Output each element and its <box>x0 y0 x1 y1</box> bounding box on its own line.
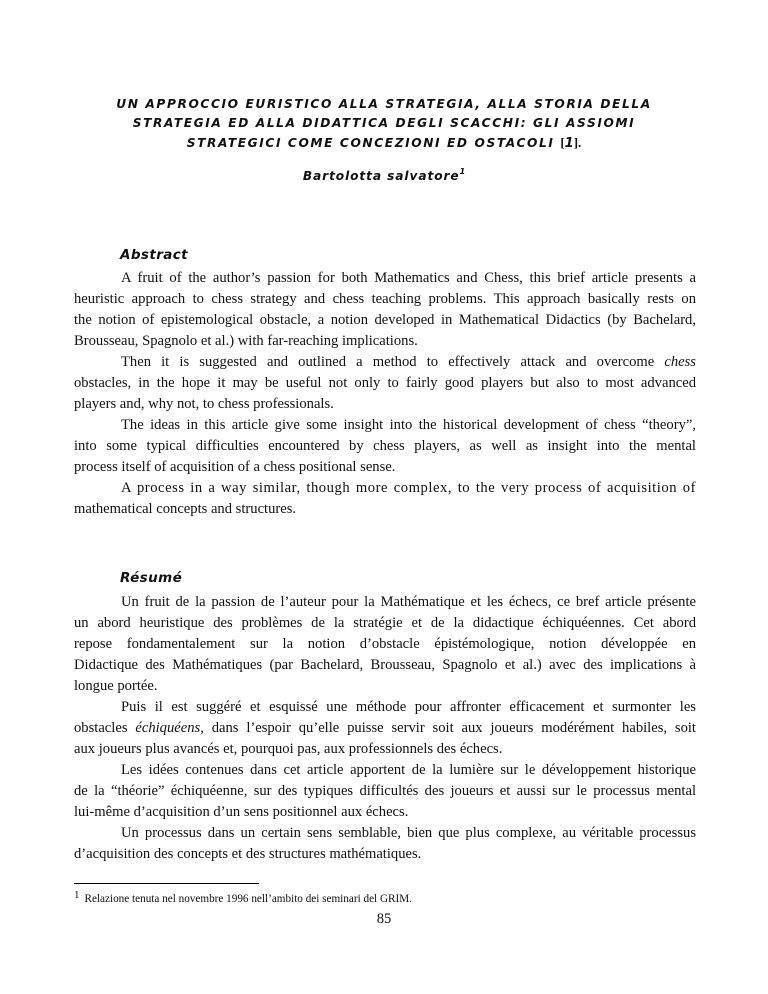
author-footnote-mark: 1 <box>459 167 466 176</box>
resume-p3-line-2: de la “théorie” échiquéenne, sur des typiques difficultés des joueurs et aussi sur le processus mental <box>74 783 696 799</box>
resume-paragraph-2 <box>74 697 696 760</box>
abstract-body <box>74 268 696 520</box>
resume-p1-line-3: repose fondamentalement sur la notion d’obstacle épistémologique, notion développée en <box>74 636 696 652</box>
resume-p1-line-5: longue portée. <box>74 678 158 694</box>
resume-body <box>74 592 696 865</box>
abstract-p4-line-2: mathematical concepts and structures. <box>74 501 297 517</box>
resume-p2-line-2-pre: obstacles <box>74 720 128 736</box>
abstract-p3-line-3: process itself of acquisition of a chess positional sense. <box>74 459 396 475</box>
page-number: 85 <box>376 911 392 927</box>
title-line-3-text: STRATEGICI COME CONCEZIONI ED OSTACOLI <box>186 136 555 150</box>
resume-p1-line-1: Un fruit de la passion de l’auteur pour la Mathématique et les échecs, ce bref article présente <box>121 594 696 610</box>
abstract-heading: Abstract <box>120 247 189 263</box>
resume-p3-line-1: Les idées contenues dans cet article apportent de la lumière sur le développement historique <box>121 762 696 778</box>
resume-paragraph-4 <box>74 823 696 865</box>
abstract-paragraph-2 <box>74 352 696 415</box>
resume-p2-line-2 <box>74 718 696 739</box>
abstract-p2-line-3: players and, why not, to chess professionals. <box>74 396 334 412</box>
author-line <box>0 168 768 183</box>
resume-p2-emphasis: échiquéens <box>135 720 201 736</box>
abstract-p1-line-3: the notion of epistemological obstacle, a notion developed in Mathematical Didactics (by Bachelard, <box>74 312 696 328</box>
resume-p1-line-4: Didactique des Mathématiques (par Bachelard, Brousseau, Spagnolo et al.) avec des implications à <box>74 657 696 673</box>
footnote <box>74 889 412 905</box>
abstract-p2-line-1 <box>74 352 696 373</box>
abstract-p3-line-1: The ideas in this article give some insight into the historical development of chess “theory”, <box>121 417 696 433</box>
abstract-p2-line-2: obstacles, in the hope it may be useful not only to fairly good players but also to most advanced <box>74 375 696 391</box>
abstract-p4-line-1: A process in a way similar, though more complex, to the very process of acquisition of <box>121 480 696 496</box>
resume-p2-line-1: Puis il est suggéré et esquissé une méthode pour affronter efficacement et surmonter les <box>121 699 696 715</box>
resume-p4-line-1: Un processus dans un certain sens semblable, bien que plus complexe, au véritable processus <box>121 825 696 841</box>
resume-p1-line-2: un abord heuristique des problèmes de la stratégie et de la didactique échiquéennes. Cet abord <box>74 615 696 631</box>
resume-p4-line-2: d’acquisition des concepts et des structures mathématiques. <box>74 846 422 862</box>
resume-heading: Résumé <box>120 570 183 586</box>
abstract-p3-line-2: into some typical difficulties encountered by chess players, as well as insight into the mental <box>74 438 696 454</box>
abstract-p1-line-2: heuristic approach to chess strategy and chess teaching problems. This approach basically rests on <box>74 291 696 307</box>
title-reference <box>560 135 581 150</box>
abstract-paragraph-4 <box>74 478 696 520</box>
author-name: Bartolotta salvatore <box>302 169 460 184</box>
footnote-divider <box>74 883 259 884</box>
abstract-p1-line-4: Brousseau, Spagnolo et al.) with far-reaching implications. <box>74 333 418 349</box>
resume-paragraph-1 <box>74 592 696 697</box>
abstract-p2-line-1-text: Then it is suggested and outlined a method to effectively attack and overcome <box>121 354 655 370</box>
resume-p2-line-3: aux joueurs plus avancés et, pourquoi pas, aux professionnels des échecs. <box>74 741 503 757</box>
title-line-1: UN APPROCCIO EURISTICO ALLA STRATEGIA, ALLA STORIA DELLA <box>116 97 652 111</box>
footnote-text: Relazione tenuta nel novembre 1996 nell’ambito dei seminari del GRIM. <box>84 893 412 905</box>
abstract-paragraph-1 <box>74 268 696 352</box>
abstract-paragraph-3 <box>74 415 696 478</box>
ref-open-bracket: [ <box>560 135 565 150</box>
paper-title <box>80 95 688 153</box>
resume-paragraph-3 <box>74 760 696 823</box>
title-line-2: STRATEGIA ED ALLA DIDATTICA DEGLI SCACCHI: GLI ASSIOMI <box>132 116 636 130</box>
abstract-p1-line-1: A fruit of the author’s passion for both Mathematics and Chess, this brief article presents a <box>121 270 696 286</box>
footnote-mark: 1 <box>74 889 80 901</box>
resume-p2-line-2-post: , dans l’espoir qu’elle puisse servir soit aux joueurs modérément habiles, soit <box>200 720 696 736</box>
abstract-p2-emphasis: chess <box>664 354 696 370</box>
title-line-3 <box>80 133 688 153</box>
ref-number: 1 <box>564 136 574 151</box>
resume-p3-line-3: lui-même d’acquisition d’un sens positionnel aux échecs. <box>74 804 409 820</box>
ref-close-bracket: ]. <box>573 135 582 150</box>
